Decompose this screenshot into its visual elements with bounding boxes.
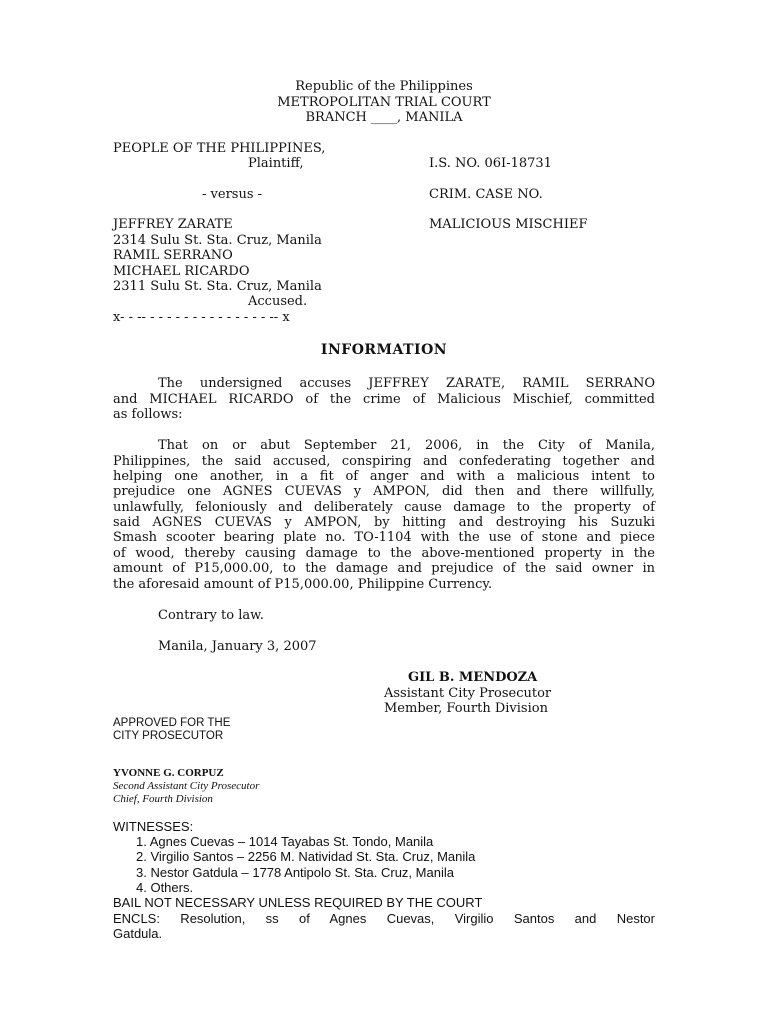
approval-line: APPROVED FOR THE — [113, 717, 231, 729]
approver-title: Second Assistant City Prosecutor — [113, 780, 260, 792]
witness-item: 3. Nestor Gatdula – 1778 Antipolo St. Sta. Cruz, Manila — [136, 865, 454, 880]
document-title: INFORMATION — [320, 342, 448, 358]
enclosures-line: ENCLS: Resolution, ss of Agnes Cuevas, Virgilio Santos and Nestor — [113, 911, 655, 926]
para2-line: the aforesaid amount of P15,000.00, Philippine Currency. — [113, 577, 493, 592]
accused-line: 2314 Sulu St. Sta. Cruz, Manila — [113, 233, 322, 248]
signatory-name: GIL B. MENDOZA — [408, 670, 538, 685]
para2-line: unlawfully, feloniously and deliberately cause damage to the property of — [113, 500, 655, 515]
approval-line: CITY PROSECUTOR — [113, 730, 224, 742]
witness-item: 4. Others. — [136, 880, 194, 895]
plaintiff-role: Plaintiff, — [248, 156, 304, 171]
witness-item: 2. Virgilio Santos – 2256 M. Natividad St. Sta. Cruz, Manila — [136, 849, 476, 864]
accused-line: JEFFREY ZARATE — [113, 217, 233, 232]
plaintiff-name: PEOPLE OF THE PHILIPPINES, — [113, 141, 326, 156]
para1-line: and MICHAEL RICARDO of the crime of Malicious Mischief, committed — [113, 392, 655, 407]
signatory-title: Assistant City Prosecutor — [384, 686, 552, 701]
para2-line: Philippines, the said accused, conspiring and confederating together and — [113, 454, 655, 469]
accused-line: 2311 Sulu St. Sta. Cruz, Manila — [113, 279, 322, 294]
enclosures-line: Gatdula. — [113, 926, 163, 941]
versus: - versus - — [202, 187, 263, 202]
para2-line: helping one another, in a fit of anger and with a malicious intent to — [113, 469, 655, 484]
date-line: Manila, January 3, 2007 — [158, 639, 317, 654]
bail-note: BAIL NOT NECESSARY UNLESS REQUIRED BY THE COURT — [113, 895, 483, 910]
para2-line: amount of P15,000.00, to the damage and prejudice of the said owner in — [113, 561, 655, 576]
witnesses-heading: WITNESSES: — [113, 819, 194, 834]
para2-line: Smash scooter bearing plate no. TO-1104 with the use of stone and piece — [113, 530, 655, 545]
approver-name: YVONNE G. CORPUZ — [113, 767, 224, 779]
accused-line: MICHAEL RICARDO — [113, 264, 250, 279]
caption-separator: x- - -- - - - - - - - - - - - - - - -- x — [113, 310, 290, 325]
accused-line: RAMIL SERRANO — [113, 248, 233, 263]
para2-line: prejudice one AGNES CUEVAS y AMPON, did then and there willfully, — [113, 484, 655, 499]
crim-case-number: CRIM. CASE NO. — [429, 187, 543, 202]
header-court: METROPOLITAN TRIAL COURT — [277, 95, 491, 110]
signatory-division: Member, Fourth Division — [384, 701, 548, 716]
para2-line: of wood, thereby causing damage to the above-mentioned property in the — [113, 546, 655, 561]
contrary-to-law: Contrary to law. — [158, 608, 264, 623]
approver-division: Chief, Fourth Division — [113, 793, 213, 805]
header-republic: Republic of the Philippines — [295, 79, 473, 94]
para1-line: as follows: — [113, 407, 183, 422]
is-number: I.S. NO. 06I-18731 — [429, 156, 552, 171]
para2-line: That on or abut September 21, 2006, in the City of Manila, — [158, 438, 655, 453]
accused-role: Accused. — [248, 294, 308, 309]
witness-item: 1. Agnes Cuevas – 1014 Tayabas St. Tondo, Manila — [136, 834, 434, 849]
para2-line: said AGNES CUEVAS y AMPON, by hitting and destroying his Suzuki — [113, 515, 655, 530]
para1-line: The undersigned accuses JEFFREY ZARATE, RAMIL SERRANO — [158, 376, 655, 391]
header-branch: BRANCH ____, MANILA — [305, 110, 463, 125]
offense: MALICIOUS MISCHIEF — [429, 217, 588, 232]
